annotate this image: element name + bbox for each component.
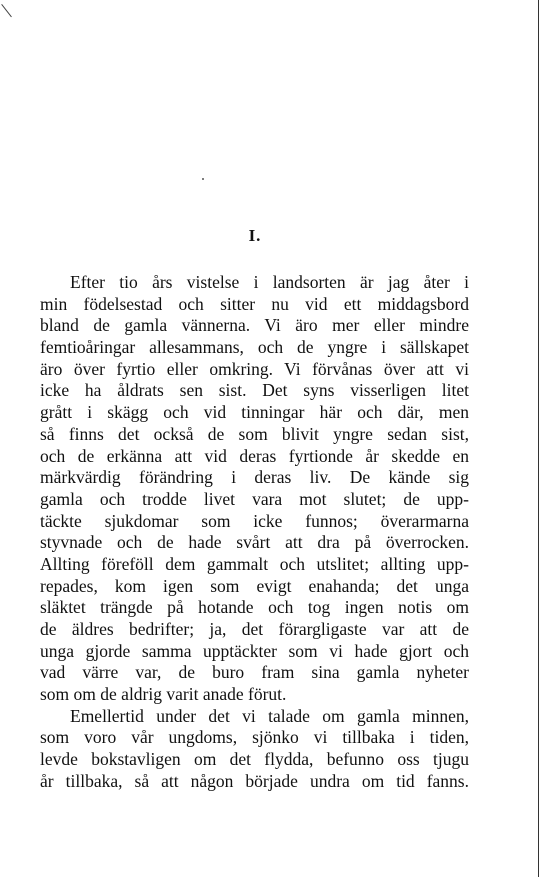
text-line: Allting föreföll dem gammalt och utslitet; allting upp-: [40, 553, 469, 574]
body-text: [40, 272, 469, 793]
text-line: levde bokstavligen om det flydda, befunno oss tjugu: [40, 749, 469, 770]
text-line: år tillbaka, så att någon började undra om tid fanns.: [40, 770, 469, 791]
text-line: Emellertid under det vi talade om gamla minnen,: [70, 705, 469, 726]
text-line: så finns det också de som blivit yngre sedan sist,: [40, 423, 469, 444]
text-line: de äldres bedrifter; ja, det förargligaste var att de: [40, 619, 469, 639]
text-line: grått i skägg och vid tinningar här och där, men: [40, 402, 469, 423]
text-line: märkvärdig förändring i deras liv. De kände sig: [40, 467, 469, 488]
text-line: femtioåringar allesammans, och de yngre i sällskapet: [40, 337, 469, 358]
text-line: som voro vår ungdoms, sjönko vi tillbaka i tiden,: [40, 727, 469, 748]
page-edge-line: [538, 0, 539, 877]
text-line: styvnade och de hade svårt att dra på överrocken.: [40, 532, 469, 553]
text-line: min födelsestad och sitter nu vid ett middagsbord: [40, 293, 469, 314]
text-line: unga gjorde samma upptäckter som vi hade gjort och: [40, 640, 469, 661]
text-line: äro över fyrtio eller omkring. Vi förvånas över att vi: [40, 358, 469, 379]
text-line: vad värre var, de buro fram sina gamla nyheter: [40, 662, 469, 683]
text-line: som om de aldrig varit anade förut.: [40, 684, 287, 705]
text-line: Efter tio års vistelse i landsorten är jag åter i: [70, 272, 469, 292]
text-line: släktet trängde på hotande och tog ingen notis om: [40, 597, 469, 618]
chapter-heading: I.: [248, 226, 262, 245]
text-line: icke ha åldrats sen sist. Det syns visserligen litet: [40, 380, 469, 401]
text-line: bland de gamla vännerna. Vi äro mer eller mindre: [40, 315, 469, 336]
text-line: täckte sjukdomar som icke funnos; överarmarna: [40, 510, 469, 531]
scan-corner-mark: [1, 4, 12, 17]
ink-speck: [202, 178, 204, 180]
text-line: gamla och trodde livet vara mot slutet; de upp-: [40, 488, 469, 509]
text-line: och de erkänna att vid deras fyrtionde år skedde en: [40, 445, 469, 466]
text-line: repades, kom igen som evigt enahanda; det unga: [40, 575, 469, 596]
